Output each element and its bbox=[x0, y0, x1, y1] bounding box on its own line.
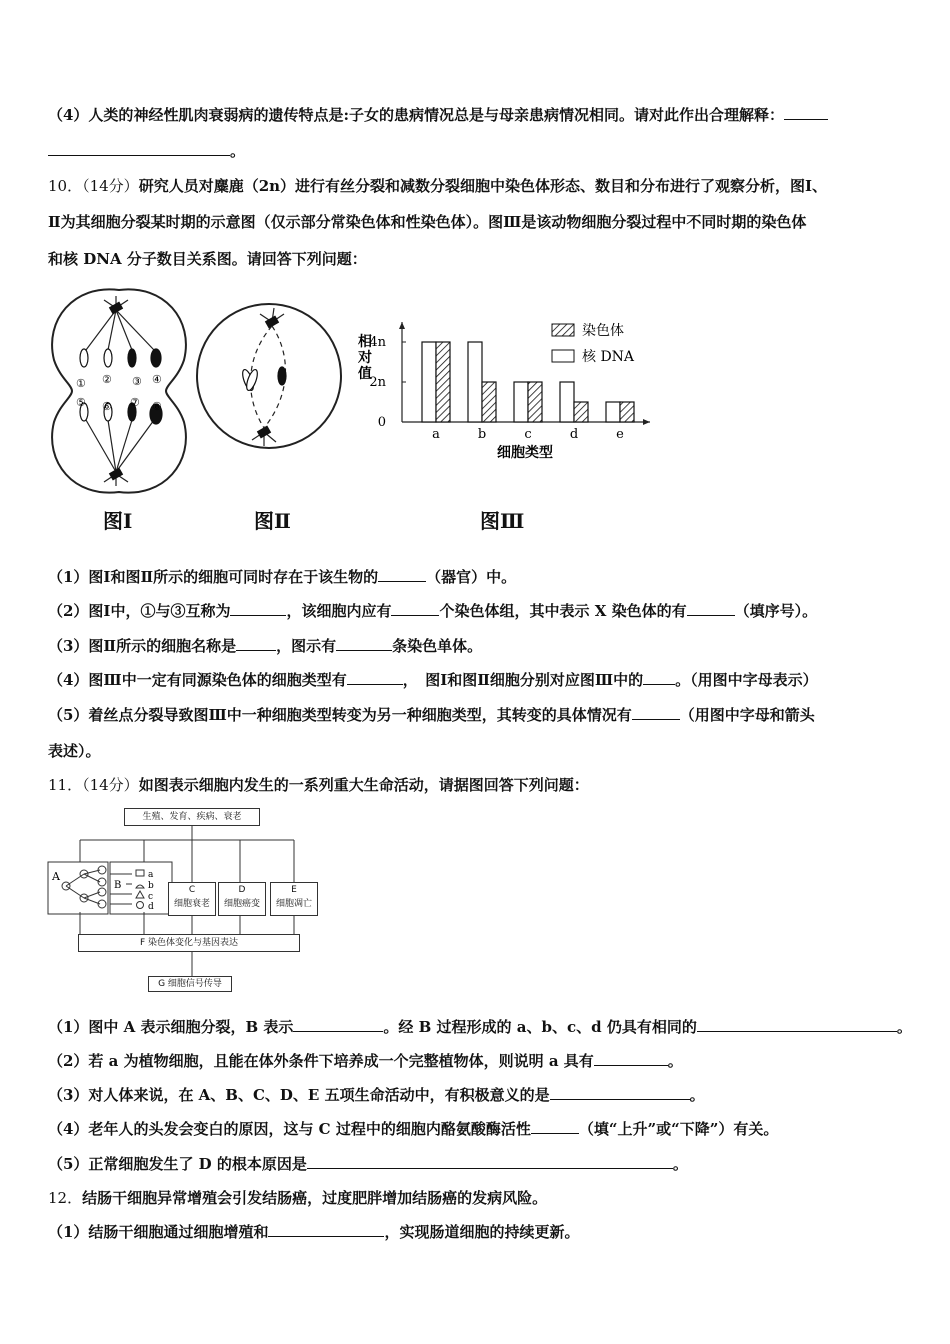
figure-2-label: 图Ⅱ bbox=[254, 509, 291, 533]
diagram-b-label: B bbox=[114, 880, 122, 891]
answer-blank[interactable] bbox=[550, 1085, 690, 1100]
chromosome-number-7: ⑦ bbox=[130, 396, 140, 409]
q10-part1: （1）图Ⅰ和图Ⅱ所示的细胞可同时存在于该生物的 （器官）中。 bbox=[48, 568, 517, 586]
y-tick-label: 0 bbox=[377, 415, 386, 430]
diagram-small-b: b bbox=[148, 881, 154, 891]
q10-intro-3: 和核 DNA 分子数目关系图。请回答下列问题： bbox=[48, 250, 367, 268]
answer-blank[interactable] bbox=[391, 601, 439, 616]
bar-chromosome-e bbox=[620, 402, 634, 422]
q11-part4: （4）老年人的头发会变白的原因，这与 C 过程中的细胞内酪氨酸酶活性 （填“上升”或“下降”）有关。 bbox=[48, 1120, 779, 1138]
figure-3-bar-chart bbox=[350, 300, 660, 470]
bar-chromosome-d bbox=[574, 402, 588, 422]
chromosome-number-3: ③ bbox=[132, 375, 142, 388]
diagram-small-d: d bbox=[148, 902, 154, 912]
answer-blank[interactable] bbox=[378, 567, 426, 582]
q12-intro: 12．结肠干细胞异常增殖会引发结肠癌，过度肥胖增加结肠癌的发病风险。 bbox=[48, 1189, 548, 1207]
answer-blank[interactable] bbox=[697, 1017, 897, 1032]
bar-chromosome-c bbox=[528, 382, 542, 422]
q10-part5: （5）着丝点分裂导致图Ⅲ中一种细胞类型转变为另一种细胞类型，其转变的具体情况有 （用图中字母和箭头 bbox=[48, 706, 815, 724]
answer-blank[interactable] bbox=[307, 1154, 673, 1169]
diagram-g-box: G 细胞信号传导 bbox=[148, 976, 232, 992]
figure-1-label: 图Ⅰ bbox=[103, 509, 133, 533]
q11-part1: （1）图中 A 表示细胞分裂，B 表示 。经 B 过程形成的 a、b、c、d 仍具有相同的 。 bbox=[48, 1018, 912, 1036]
answer-blank[interactable] bbox=[531, 1119, 579, 1134]
q11-part5: （5）正常细胞发生了 D 的根本原因是 。 bbox=[48, 1155, 688, 1173]
answer-blank[interactable] bbox=[236, 636, 276, 651]
q10-part2: （2）图Ⅰ中，①与③互称为 ，该细胞内应有 个染色体组，其中表示 X 染色体的有 （填序号）。 bbox=[48, 602, 818, 620]
q11-intro: 11．（14分）如图表示细胞内发生的一系列重大生命活动，请据图回答下列问题： bbox=[48, 776, 589, 794]
answer-blank[interactable] bbox=[268, 1222, 384, 1237]
x-tick-label: e bbox=[616, 427, 624, 442]
y-axis-label: 对 bbox=[358, 350, 372, 366]
chromosome-number-1: ① bbox=[76, 377, 86, 390]
diagram-a-label: A bbox=[52, 870, 60, 883]
legend-chromosome: 染色体 bbox=[582, 323, 624, 339]
x-tick-label: c bbox=[524, 427, 532, 442]
figure-3-label: 图Ⅲ bbox=[480, 509, 525, 533]
x-tick-label: a bbox=[432, 427, 440, 442]
y-axis-label: 值 bbox=[358, 366, 372, 382]
figure-2-cell-diagram bbox=[194, 296, 344, 456]
y-tick-label: 2n bbox=[369, 375, 386, 390]
answer-blank[interactable] bbox=[687, 601, 735, 616]
diagram-f-box: F 染色体变化与基因表达 bbox=[78, 934, 300, 952]
answer-blank[interactable] bbox=[784, 105, 828, 120]
diagram-small-a: a bbox=[148, 870, 154, 880]
legend-swatch-chromosome bbox=[552, 324, 574, 336]
y-axis-label: 相 bbox=[358, 334, 372, 350]
answer-blank[interactable] bbox=[347, 670, 403, 685]
chromosome-number-6: ⑥ bbox=[102, 400, 112, 413]
bar-dna-b bbox=[468, 342, 482, 422]
chromosome-number-5: ⑤ bbox=[76, 396, 86, 409]
q10-part3: （3）图Ⅱ所示的细胞名称是 ，图示有 条染色单体。 bbox=[48, 637, 483, 655]
answer-blank[interactable] bbox=[293, 1017, 383, 1032]
answer-blank[interactable] bbox=[643, 670, 675, 685]
x-tick-label: d bbox=[569, 427, 579, 442]
x-axis-label: 细胞类型 bbox=[497, 445, 553, 461]
diagram-e-box: E 细胞凋亡 bbox=[270, 882, 318, 916]
bar-dna-d bbox=[560, 382, 574, 422]
q10-intro-1: 10．（14分）研究人员对麋鹿（2n）进行有丝分裂和减数分裂细胞中染色体形态、数目和分布进行了观察分析，图Ⅰ、 bbox=[48, 177, 828, 195]
figure-1-cell-diagram bbox=[44, 280, 194, 502]
bar-dna-e bbox=[606, 402, 620, 422]
x-axis-arrow bbox=[643, 419, 650, 425]
q12-part1: （1）结肠干细胞通过细胞增殖和 ，实现肠道细胞的持续更新。 bbox=[48, 1223, 580, 1241]
chromosome-number-4: ④ bbox=[152, 373, 162, 386]
q10-part4: （4）图Ⅲ中一定有同源染色体的细胞类型有 ， 图Ⅰ和图Ⅱ细胞分别对应图Ⅲ中的 。（用图中字母表示） bbox=[48, 671, 818, 689]
q9-part4: （4）人类的神经性肌肉衰弱病的遗传特点是:子女的患病情况总是与母亲患病情况相同。请对此作出合理解释： bbox=[48, 104, 828, 125]
q11-part2: （2）若 a 为植物细胞，且能在体外条件下培养成一个完整植物体，则说明 a 具有 。 bbox=[48, 1052, 683, 1070]
answer-blank[interactable] bbox=[48, 141, 230, 156]
x-tick-label: b bbox=[477, 427, 487, 442]
answer-blank[interactable] bbox=[594, 1051, 668, 1066]
chromosome-number-8: ⑧ bbox=[152, 400, 162, 413]
answer-blank[interactable] bbox=[336, 636, 392, 651]
legend-dna: 核 DNA bbox=[582, 349, 635, 365]
q10-intro-2: Ⅱ为其细胞分裂某时期的示意图（仅示部分常染色体和性染色体）。图Ⅲ是该动物细胞分裂过程中不同时期的染色体 bbox=[48, 213, 807, 231]
bar-chromosome-a bbox=[436, 342, 450, 422]
diagram-top-box: 生殖、发育、疾病、衰老 bbox=[124, 808, 260, 826]
legend-swatch-dna bbox=[552, 350, 574, 362]
answer-blank[interactable] bbox=[632, 705, 680, 720]
q9-part4-cont: 。 bbox=[48, 140, 245, 161]
y-tick-label: 4n bbox=[369, 335, 386, 350]
life-activities-diagram bbox=[44, 804, 324, 994]
bar-dna-a bbox=[422, 342, 436, 422]
bar-dna-c bbox=[514, 382, 528, 422]
chromosome-number-2: ② bbox=[102, 373, 112, 386]
q11-part3: （3）对人体来说，在 A、B、C、D、E 五项生命活动中，有积极意义的是 。 bbox=[48, 1086, 705, 1104]
y-axis-arrow bbox=[399, 322, 405, 329]
diagram-small-c: c bbox=[148, 892, 154, 902]
diagram-c-box: C 细胞衰老 bbox=[168, 882, 216, 916]
answer-blank[interactable] bbox=[230, 601, 286, 616]
diagram-d-box: D 细胞癌变 bbox=[218, 882, 266, 916]
bar-chromosome-b bbox=[482, 382, 496, 422]
q10-part5-cont: 表述）。 bbox=[48, 742, 101, 760]
